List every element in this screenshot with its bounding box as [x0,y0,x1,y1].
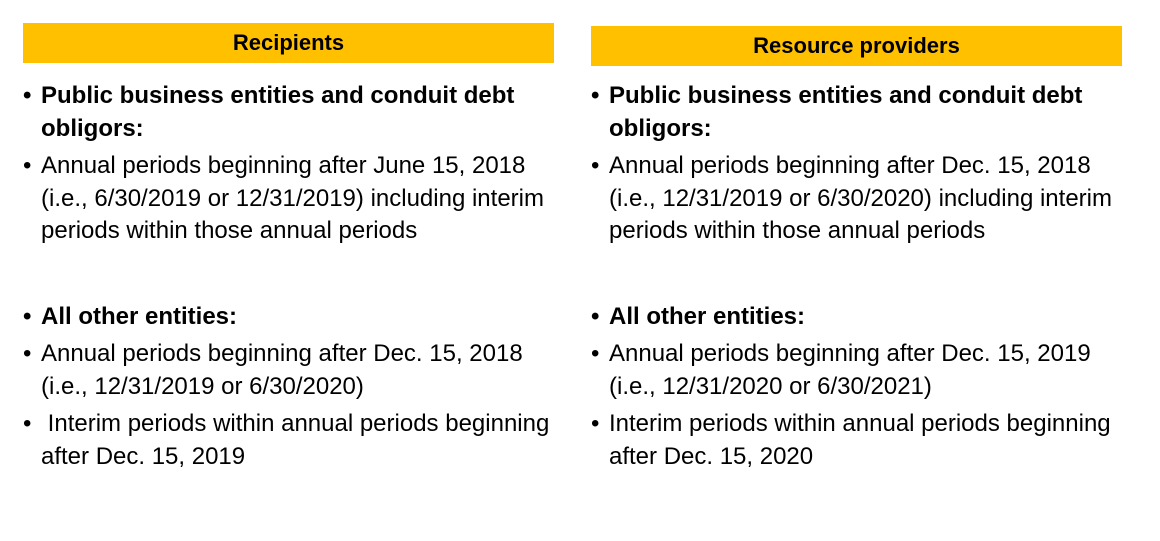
recipients-bullet-list [23,80,554,478]
recipients-bullet-other-heading: • All other entities: [23,301,554,334]
recipients-bullet-public-detail: • Annual periods beginning after June 15, 2018 (i.e., 6/30/2019 or 12/31/2019) including interim periods within those annual periods [23,150,554,248]
providers-bullet-public-heading: • Public business entities and conduit debt obligors: [591,80,1122,145]
recipients-bullet-public-heading: • Public business entities and conduit debt obligors: [23,80,554,145]
providers-bullet-other-interim: • Interim periods within annual periods beginning after Dec. 15, 2020 [591,408,1122,473]
providers-bullet-public-detail: • Annual periods beginning after Dec. 15, 2018 (i.e., 12/31/2019 or 6/30/2020) including interim periods within those annual periods [591,150,1122,248]
recipients-header: Recipients [23,23,554,63]
resource-providers-header: Resource providers [591,26,1122,66]
providers-bullet-other-heading: • All other entities: [591,301,1122,334]
resource-providers-bullet-list [591,80,1122,478]
recipients-bullet-other-annual: • Annual periods beginning after Dec. 15, 2018 (i.e., 12/31/2019 or 6/30/2020) [23,338,554,403]
recipients-bullet-other-interim: • Interim periods within annual periods beginning after Dec. 15, 2019 [23,408,554,473]
providers-bullet-other-annual: • Annual periods beginning after Dec. 15, 2019 (i.e., 12/31/2020 or 6/30/2021) [591,338,1122,403]
